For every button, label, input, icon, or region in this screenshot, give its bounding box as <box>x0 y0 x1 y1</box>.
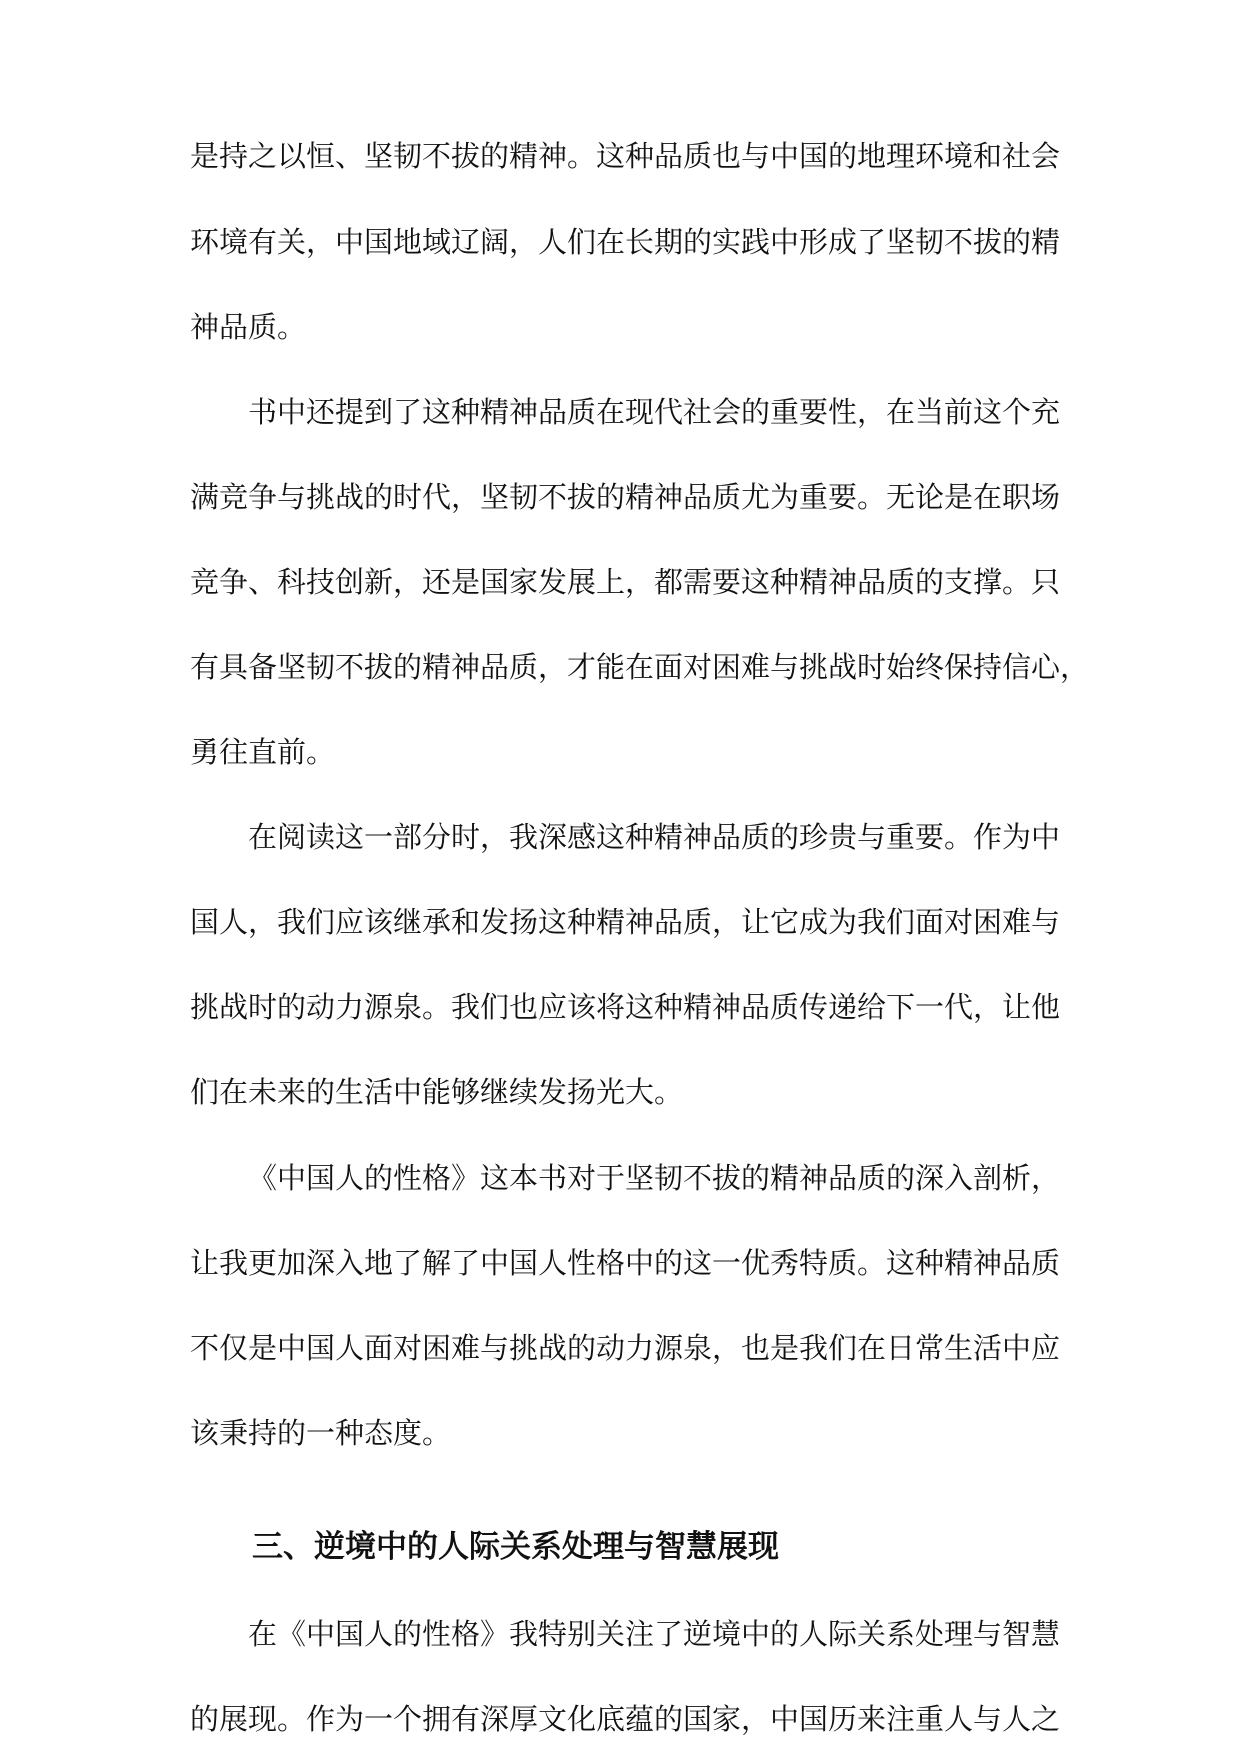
body-line: 勇往直前。 <box>190 735 336 769</box>
body-line: 是持之以恒、坚韧不拔的精神。这种品质也与中国的地理环境和社会 <box>190 139 1061 173</box>
body-line: 们在未来的生活中能够继续发扬光大。 <box>190 1075 684 1109</box>
body-line: 有具备坚韧不拔的精神品质，才能在面对困难与挑战时始终保持信心， <box>190 650 1090 684</box>
body-line: 神品质。 <box>190 310 307 344</box>
body-line: 的展现。作为一个拥有深厚文化底蕴的国家，中国历来注重人与人之 <box>190 1702 1061 1736</box>
body-line: 《中国人的性格》这本书对于坚韧不拔的精神品质的深入剖析， <box>248 1161 1061 1195</box>
body-line: 竞争、科技创新，还是国家发展上，都需要这种精神品质的支撑。只 <box>190 565 1061 599</box>
body-line: 不仅是中国人面对困难与挑战的动力源泉，也是我们在日常生活中应 <box>190 1331 1061 1365</box>
body-line: 满竞争与挑战的时代，坚韧不拔的精神品质尤为重要。无论是在职场 <box>190 480 1061 514</box>
body-line: 环境有关，中国地域辽阔，人们在长期的实践中形成了坚韧不拔的精 <box>190 225 1061 259</box>
body-line: 挑战时的动力源泉。我们也应该将这种精神品质传递给下一代，让他 <box>190 990 1061 1024</box>
body-line: 该秉持的一种态度。 <box>190 1416 452 1450</box>
body-line: 让我更加深入地了解了中国人性格中的这一优秀特质。这种精神品质 <box>190 1246 1061 1280</box>
body-line: 书中还提到了这种精神品质在现代社会的重要性，在当前这个充 <box>248 395 1061 429</box>
body-line: 在《中国人的性格》我特别关注了逆境中的人际关系处理与智慧 <box>248 1617 1061 1651</box>
body-line: 在阅读这一部分时，我深感这种精神品质的珍贵与重要。作为中 <box>248 820 1061 854</box>
body-line: 国人，我们应该继承和发扬这种精神品质，让它成为我们面对困难与 <box>190 905 1061 939</box>
section-heading: 三、逆境中的人际关系处理与智慧展现 <box>252 1529 779 1565</box>
